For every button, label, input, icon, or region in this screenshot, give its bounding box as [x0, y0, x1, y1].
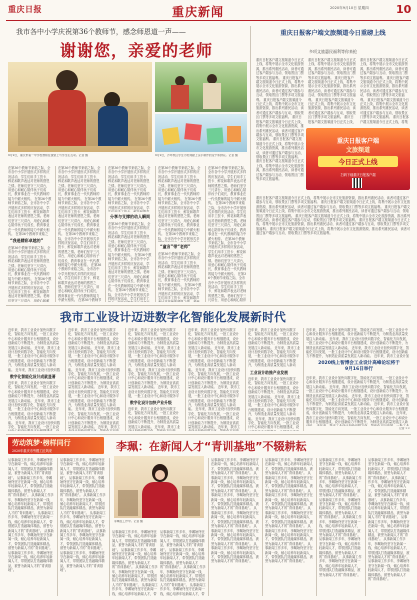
top-story-body-col2: 在第36个教师节来临之际，全市各中小学开展形式多样的庆祝活动，学生们用手工贺卡、鲜花和歌声表达对老师的感恩之情。老师们坚守三尺讲台，用爱心和耐心陪伴孩子们成长，教育事业在一代代教师的接力中薪火相传。 在第36个教师节来临之际，全市各中小学开展形式多样的庆祝活动，学生们用手工贺卡、鲜花和歌声表达对老师的感恩之情。老师们坚守三尺讲台，用爱心和耐心陪伴孩子们成长，教育事业在一代代教师的接力中薪火相传。 在第36个教师节来临之际，全市各中小学开展形式多样的庆祝活动，学生们用手工贺卡、鲜花和歌声表达对老师的感恩之情。老师们坚守三尺讲台，用爱心和耐心陪伴孩子们成长，教育事业在一代代教师的接力中薪火相传。 在第36个教师节来临之际，全市各中小学开展形式多样的庆祝活动，学生们用手工贺卡、鲜花和歌声表达对老师的感恩之情。老师们坚守三尺讲台，用爱心和耐心陪伴孩子们成长，教育事业在一代代教师的接力中薪火相传。 在第36个教师节 — [58, 166, 102, 302]
industry-body-col1b: 近年来，我市工业设计加快向数字化、智能化方向发展，一批工业设计中心和设计服务平台相继建成，设计创新能力不断提升，为制造业高质量发展注入新动能。 近年来，我市工业设计加快向数字化、智能化方向发展，一批工业设计中心和设计服务平台相继建成，设计创新能力不断提升，为制造业高质量发展注入新动能。 近年来，我市工业设计加快向数字化、智能化方向发展，一批工业设 — [8, 381, 61, 430]
top-story-subhead-1: “我是精彩卓越的” — [10, 238, 44, 243]
li-pei-photo — [114, 456, 204, 518]
industry-subhead-1: 数字化智能化设计成就显著 — [10, 374, 56, 379]
industry-body-col6: 近年来，我市工业设计加快向数字化、智能化方向发展，一批工业设计中心和设计服务平台相继建成，设计创新能力不断提升，为制造业高质量发展注入新动能。 近年来，我市工业设计加快向数字化、智能化方向发展，一批工业设计中心和设计服务平台相继建成，设计创新能力不断提升，为制造业高质量发展注入新动能。 近年来，我市工业设计加快向数字化、智能化方向发展，一批工业设计中心和设计服务平台相继建成，设计创新能力不断提升，为制造业高质量发展注入新动能。 近年来，我市工业设计加 — [306, 328, 410, 358]
bottom-body-col5: 从事新闻工作多年，李珮始终坚守在新闻一线，倾心培养年轻新闻人才，带领团队打造融媒体精品，被誉为新闻人才的“青训基地”。 从事新闻工作多年，李珮始终坚守在新闻一线，倾心培养年轻新闻人才，带领团队打造融媒体精品，被誉为新闻人才的“青训基地”。 从事新闻工作多年，李珮始终坚守在新闻一线，倾心培养年轻新闻人才，带领团队打造融媒体精品，被誉为新闻人才的“青训基地”。 从事新闻工作多年，李珮始终坚守在新闻一线，倾心培养年轻新闻人才，带领团队打造融媒体精品，被誉为新闻人才的“青训基地”。 从事新闻工作多年，李珮始终坚守在新闻一线，倾心培养年轻新闻人才，带领团队打造融媒体精品，被誉为新闻人才的“青训基地”。 从事新闻工作多年，李珮始终坚守在新闻一线，倾心培养年轻新闻人才，带领团队打造融媒体精品，被誉为新闻人才的“青训基地”。 — [265, 458, 313, 564]
column-separator — [316, 458, 317, 596]
top-story-kicker: 我市各中小学庆祝第36个教师节，感念师恩道一声—— — [16, 28, 186, 36]
side-column-body-3: 重庆日报客户端文旅频道今日正式上线，将集中展示全市文化旅游资源，推出系列惠民活动，读者可通过客户端参与互动，领取景区门票等多项文旅福利。 重庆日报客户端文旅频道今日正式上线，将集中展示全市文化旅游资源，推出系列惠民活动，读者可通过客户端参与互动，领取景区门票等多项文旅福利。 重庆日报客户端文旅频道今日正式上线，将集中展示全市文化旅游资源，推出系列惠民活动，读者可通过客户端参与互动，领取景区门票等多项文旅福利。 重庆日报客户端文旅频道今日正式上线，将集 — [360, 58, 409, 124]
paper-logo: 重庆日报 — [8, 4, 42, 14]
top-story-headline: 谢谢您，亲爱的老师 — [60, 41, 214, 60]
industry-body-col5: 近年来，我市工业设计加快向数字化、智能化方向发展，一批工业设计中心和设计服务平台相继建成，设计创新能力不断提升，为制造业高质量发展注入新动能。 近年来，我市工业设计加快向数字化、智能化方向发展，一批工业设计中心和设计服务平台相继建成，设计创新能力不断提升，为制造业高质量发展注入新动 — [248, 328, 300, 368]
photo-caption-right: 9月9日，沙坪坝区学生为老师献上亲手制作的贺卡和鲜花。记者 摄 — [155, 154, 238, 157]
column-separator — [303, 328, 304, 431]
section-divider — [6, 305, 411, 306]
column-separator — [365, 458, 366, 596]
top-story-body-col1b: 在第36个教师节来临之际，全市各中小学开展形式多样的庆祝活动，学生们用手工贺卡、鲜花和歌声表达对老师的感恩之情。老师们坚守三尺讲台，用爱心和耐心陪伴孩子们成长，教育事业在一代代教师的接力中薪火相传。 在第36个教师节来临之际，全市各中小学开展形式多样的庆祝活动，学生们用手工贺卡、鲜花和歌声表达对老师的感恩之情。老师们坚守三尺讲台，用爱心和耐 — [8, 246, 52, 302]
bottom-story-headline: 李珮：在新闻人才“青训基地”不辍耕耘 — [116, 440, 307, 453]
column-separator — [109, 458, 110, 596]
bottom-body-col7: 从事新闻工作多年，李珮始终坚守在新闻一线，倾心培养年轻新闻人才，带领团队打造融媒体精品，被誉为新闻人才的“青训基地”。 从事新闻工作多年，李珮始终坚守在新闻一线，倾心培养年轻新闻人才，带领团队打造融媒体精品，被誉为新闻人才的“青训基地”。 从事新闻工作多年，李珮始终坚守在新闻一线，倾心培养年轻新闻人才，带领团队打造融媒体精品，被誉为新闻人才的“青训基地”。 从事新闻工作多年，李珮始终坚守在新闻一线，倾心培养年轻新闻人才，带领团队打造融媒体精品，被誉为新闻人才的“青训基地”。 从事新闻工作多年，李珮始终坚守在新闻一线，倾心培养年轻新闻人才，带领团队打造融媒体精品，被誉为新闻人才的“青训基地”。 从事新闻工作多年，李珮始终坚守在新闻一线，倾心培养年轻新闻人才，带领团队打造融媒体精品，被誉为新闻人才的“青训基地”。 — [368, 458, 410, 581]
side-column-separator — [250, 26, 251, 302]
column-separator — [185, 328, 186, 431]
top-story-subhead-2: 分享与支撑的动人瞬间 — [110, 214, 150, 219]
qr-code-icon — [352, 178, 362, 188]
students-outdoor-photo — [155, 62, 247, 112]
industry-body-col3b: 近年来，我市工业设计加快向数字化、智能化方向发展，一批工业设计中心和设计服务平台相继建成，设计创新能力不断提升，为制造业高质量发展注入新动能。 近年来，我市工业 — [128, 407, 181, 429]
industry-subhead-3: 工业设计助推产业发展 — [250, 370, 288, 375]
masthead-rule — [6, 20, 411, 21]
labor-model-banner — [8, 437, 104, 454]
ad-line-1: 重庆日报客户端 — [336, 138, 379, 145]
ad-line-3: 今日正式上线 — [318, 156, 398, 167]
section-divider — [6, 434, 411, 435]
column-separator — [155, 166, 156, 302]
top-story-body-col4b: 在第36个教师节来临之际，全市各中小学开展形式多样的庆祝活动，学生们用手工贺卡、鲜花和歌声表达对老师的感恩之情。老师们坚守三尺讲台，用爱心和耐心陪伴孩子们成长，教育事业在一代代教师的接力中薪火相传。 在第36个教师节来临之际，全市各中小学开展形式多样的庆祝活动，学生们用手工贺卡、鲜花和歌声 — [158, 252, 202, 301]
bottom-body-col6: 从事新闻工作多年，李珮始终坚守在新闻一线，倾心培养年轻新闻人才，带领团队打造融媒体精品，被誉为新闻人才的“青训基地”。 从事新闻工作多年，李珮始终坚守在新闻一线，倾心培养年轻新闻人才，带领团队打造融媒体精品，被誉为新闻人才的“青训基地”。 从事新闻工作多年，李珮始终坚守在新闻一线，倾心培养年轻新闻人才，带领团队打造融媒体精品，被誉为新闻人才的“青训基地”。 从事新闻工作多年，李珮始终坚守在新闻一线，倾心培养年轻新闻人才，带领团队打造融媒体精品，被誉为新闻人才的“青训基地”。 从事新闻工作多年，李珮始终坚守在新闻一线，倾心培养年轻新闻人才，带领团队打造融媒体精品，被誉为新闻人才的“青训基地”。 从事新闻工作多年，李珮始终坚守在新闻一线，倾心培养年轻新闻人才，带领团队打造融媒体精品，被誉为新闻人才的“青训基地”。 — [319, 458, 362, 577]
top-story-body-col4: 在第36个教师节来临之际，全市各中小学开展形式多样的庆祝活动，学生们用手工贺卡、鲜花和歌声表达对老师的感恩之情。老师们坚守三尺讲台，用爱心和耐心陪伴孩子们成长，教育事业在一代代教师的接力中薪火相传。 在第36个教师节来临之际，全市各中小学开展形式多样的庆祝活动，学生们用手工贺卡、鲜花和歌声表达对老师的感恩之情。老师们坚守三尺讲台，用爱心和耐心陪伴孩子们成长，教育事业在一代代教师的接力中薪火相传。 在第36个教师节来临之际，全市各中小学开展形式多 — [158, 166, 202, 241]
industry-headline: 我市工业设计迈进数字化智能化发展新时代 — [60, 310, 286, 324]
industry-body-col4: 近年来，我市工业设计加快向数字化、智能化方向发展，一批工业设计中心和设计服务平台相继建成，设计创新能力不断提升，为制造业高质量发展注入新动能。 近年来，我市工业设计加快向数字化、智能化方向发展，一批工业设计中心和设计服务平台相继建成，设计创新能力不断提升，为制造业高质量发展注入新动能。 近年来，我市工业设计加快向数字化、智能化方向发展，一批工业设计中心和设计服务平台相继建成，设计创新能力不断提升，为制造业高质量发展注入新动能。 近年来，我市工业设计加快向数字化、智能化方向发展，一批工业设计中心和设计服务平台相继建成，设计创新能力不断提升，为制造业高质量发展注入新动能。 近年来，我市工业设计加快向数字化、智能化方向发展，一批工业设计中心和设计服务平台相继建成，设计创新能力不断提升，为制造业高质量发展注入新动能。 近年来，我市工 — [188, 328, 241, 429]
side-column-body-1: 重庆日报客户端文旅频道今日正式上线，将集中展示全市文化旅游资源，推出系列惠民活动，读者可通过客户端参与互动，领取景区门票等多项文旅福利。 重庆日报客户端文旅频道今日正式上线，将集中展示全市文化旅游资源，推出系列惠民活动，读者可通过客户端参与互动，领取景区门票等多项文旅福利。 重庆日报客户端文旅频道今日正式上线，将集中展示全市文化旅游资源，推出系列惠民活动，读者可通过客户端参与互动，领取景区门票等多项文旅福利。 重庆日报客户端文旅频道今日正式上线，将集中展示全市文化旅游资源，推出系列惠民活动，读者可通过客户端参与互动，领取景区门票等多项文旅福利。 重庆日报客户端文旅频道今日正式上线，将集中展示全市文化旅游资源，推出系列惠民活动，读者可通过客户端参与互动，领取景区门票等多项文旅福利。 重庆日报客户端文旅频道今日正式上线，将集中展示全市文化旅游资源，推出系列惠民活动，读者可通过客户端参与互动，领取景区门票等多项文旅福利。 — [256, 58, 304, 181]
top-story-body-col3b: 在第36个教师节来临之际，全市各中小学开展形式多样的庆祝活动，学生们用手工贺卡、鲜花和歌声表达对老师的感恩之情。老师们坚守三尺讲台，用爱心和耐心陪伴孩子们成长，教育事业在一代代教师的接力中薪火相传。 在第36个教师节来临之际，全市各中小学开展形式多样的庆祝活动，学生们用手工贺卡、鲜花和歌声表达对老师的感恩之情。老师们坚守三尺讲台，用爱心和耐心陪伴孩子们成长，教育事业在一代代教师的接力中薪火相传。 在第36个教师节来临之际，全市各中小学开展形式多样的庆祝活动，学生们用手工 — [108, 222, 152, 301]
li-pei-photo-caption: 李珮在工作中。记者 摄 — [114, 520, 143, 523]
students-cards-photo — [155, 114, 247, 152]
ad-line-2: 文旅频道 — [345, 147, 370, 154]
column-separator — [208, 458, 209, 596]
industry-subhead-2: 数字化设计加快产业升级 — [130, 400, 172, 405]
section-title: 重庆新闻 — [172, 5, 225, 19]
side-column-body-4: 重庆日报客户端文旅频道今日正式上线，将集中展示全市文化旅游资源，推出系列惠民活动，读者可通过客户端参与互动，领取景区门票等多项文旅福利。 重庆日报客户端文旅频道今日正式上线，将集中展示全市文化旅游资源，推出系列惠民活动，读者可通过客户端参与互动，领取景区门票等多项文旅福利。 重庆日报客户端文旅频道今日正式上线，将集中展示全市文化旅游资源，推出系列惠民活动，读者可通过客户端参与互动，领取景区门票等多项文旅福利。 重庆日报客户端文旅频道今日正式上线，将集中展示全市文化旅游资源，推出系列惠民活动，读者可通过客户端参与互动，领取景区门票等多项文旅福利。 重庆日报客户端文旅频道今日正式上线，将集中展示全市文化旅游资源，推出系列惠民活动，读者可通过客户端参与互动，领取景区门票等多项文旅福利。 重庆日报客户端文旅频道今日正式上线，将集中展示全市文化旅游资源，推出系列惠民活动，读者可通过客户端参与互动，领取景区门票等多项文旅福利。 — [256, 196, 410, 236]
ad-line-4: 扫码下载重庆日报客户端 — [340, 173, 376, 177]
page-number: 10 — [396, 3, 412, 16]
column-separator — [125, 328, 126, 431]
date-line: 2020年9月10日 星期四 — [330, 6, 369, 10]
industry-body-col3: 近年来，我市工业设计加快向数字化、智能化方向发展，一批工业设计中心和设计服务平台相继建成，设计创新能力不断提升，为制造业高质量发展注入新动能。 近年来，我市工业设计加快向数字化、智能化方向发展，一批工业设计中心和设计服务平台相继建成，设计创新能力不断提升，为制造业高质量发展注入新动能。 近年来，我市工业设计加快向数字化、智能化方向发展，一批工业设计中心和设计服务平台相继建成，设计创新能力不断提升，为制造业高质量发展注入新动能。 近年来，我市工业设计加快向数字化、智能化方向发展，一批工业设计中心和设计服务平 — [128, 328, 181, 398]
industry-body-col1: 近年来，我市工业设计加快向数字化、智能化方向发展，一批工业设计中心和设计服务平台相继建成，设计创新能力不断提升，为制造业高质量发展注入新动能。 近年来，我市工业设计加快向数字化、智能化方向发展，一批工业设计中心和设计服务平台相继建成，设计创新能力不断提升，为制造业高质量发展注入新动能。 近年来，我市工业设计加快向数 — [8, 328, 61, 372]
industry-author: 记者 ×× — [398, 427, 410, 430]
column-separator — [262, 458, 263, 596]
top-story-body-col5: 在第36个教师节来临之际，全市各中小学开展形式多样的庆祝活动，学生们用手工贺卡、鲜花和歌声表达对老师的感恩之情。老师们坚守三尺讲台，用爱心和耐心陪伴孩子们成长，教育事业在一代代教师的接力中薪火相传。 在第36个教师节来临之际，全市各中小学开展形式多样的庆祝活动，学生们用手工贺卡、鲜花和歌声表达对老师的感恩之情。老师们坚守三尺讲台，用爱心和耐心陪伴孩子们成长，教育事业在一代代教师的接力中薪火相传。 在第36个教师节来临之际，全市各中小学开展形式多样的庆祝活动，学生们用手工贺卡、鲜花和歌声表达对老师的感恩之情。老师们坚守三尺讲台，用爱心和耐心陪伴孩子们成长，教育事业在一代代教师的接力中薪火相传。 在第36个教师节来临之际，全市各中小学开展形式多样的庆祝活动，学生们用手工贺卡、鲜花和歌声表达对老师的感恩之情。老师们坚守三尺讲台，用爱心和耐心陪伴 — [208, 166, 248, 302]
column-separator — [205, 166, 206, 302]
bottom-body-col2: 从事新闻工作多年，李珮始终坚守在新闻一线，倾心培养年轻新闻人才，带领团队打造融媒体精品，被誉为新闻人才的“青训基地”。 从事新闻工作多年，李珮始终坚守在新闻一线，倾心培养年轻新闻人才，带领团队打造融媒体精品，被誉为新闻人才的“青训基地”。 从事新闻工作多年，李珮始终坚守在新闻一线，倾心培养年轻新闻人才，带领团队打造融媒体精品，被誉为新闻人才的“青训基地”。 从事新闻工作多年，李珮始终坚守在新闻一线，倾心培养年轻新闻人才，带领团队打造融媒体精品，被誉为新闻人才的“青训基地”。 从事新闻工作多年，李珮始终坚守在新闻一线，倾心培养年轻新闻人才，带领团队打造融媒体精品，被誉为新闻人才的“青训基地”。 从事新闻工作多年，李珮始终坚守在新闻一线，倾心培养年轻新闻人才，带领团队打造融媒体精品，被誉为新闻人才的“青训基地”。 — [60, 458, 106, 573]
column-separator — [105, 166, 106, 302]
bottom-body-col1: 从事新闻工作多年，李珮始终坚守在新闻一线，倾心培养年轻新闻人才，带领团队打造融媒体精品，被誉为新闻人才的“青训基地”。 从事新闻工作多年，李珮始终坚守在新闻一线，倾心培养年轻新闻人才，带领团队打造融媒体精品，被誉为新闻人才的“青训基地”。 从事新闻工作多年，李珮始终坚守在新闻一线，倾心培养年轻新闻人才，带领团队打造融媒体精品，被誉为新闻人才的“青训基地”。 从事新闻工作多年，李珮始终坚守在新闻一线，倾心培养年轻新闻人才，带领团队打造融媒体精品，被誉为新闻人才的“青训基地”。 从事新闻工作多年，李珮始终坚守在新闻一线，倾心培养年轻新闻人才，带领团队打造融媒体精品，被誉为新闻人才的“青训基地”。 从事新闻工作多年，李珮始终坚守在新闻一线，倾心培养年轻新闻人才，带领团队打造融媒体精品，被誉为新闻人才的“青训基地”。 — [8, 458, 54, 573]
forum-brief-title: 2020线上智博会工业设计高峰论坛将于9月16日举行 — [318, 361, 400, 373]
industry-body-col5b: 近年来，我市工业设计加快向数字化、智能化方向发展，一批工业设计中心和设计服务平台相继建成，设计创新能力不断提升，为制造业高质量发展注入新动能。 近年来，我市工业设计加快向数字化、智能化方向发展，一批工业设计中心和设计服务平台相继建成，设计创新能力不断提升，为制造业高质量发展注入新动能。 近年来，我市工业设计加快向数字化、智能化方向发展，一批工业设计中心和设计服务平台相继建成，设 — [248, 377, 300, 430]
side-column-body-2: 重庆日报客户端文旅频道今日正式上线，将集中展示全市文化旅游资源，推出系列惠民活动，读者可通过客户端参与互动，领取景区门票等多项文旅福利。 重庆日报客户端文旅频道今日正式上线，将集中展示全市文化旅游资源，推出系列惠民活动，读者可通过客户端参与互动，领取景区门票等多项文旅福利。 重庆日报客户端文旅频道今日正式上线，将集中展示全市文化旅游资源，推出系列惠民活动，读者可通过客户端参与互动，领取景区门票等多项文旅福利。 重庆日报客户端文旅频道今日正式上线， — [308, 58, 356, 124]
teacher-classroom-photo — [8, 62, 152, 152]
side-column-title: 重庆日报客户端文旅频道今日重磅上线 — [280, 30, 386, 37]
labor-banner-subtitle: 2020年重庆市劳模工匠风采 — [12, 449, 52, 453]
bottom-body-col3: 从事新闻工作多年，李珮始终坚守在新闻一线，倾心培养年轻新闻人才，带领团队打造融媒体精品，被誉为新闻人才的“青训基地”。 从事新闻工作多年，李珮始终坚守在新闻一线，倾心培养年轻新闻人才，带领团队打造融媒体精品，被誉为新闻人才的“青训基地”。 从事新闻工作多年，李珮始终坚守在新闻一线，倾心培养年轻新闻人才，带领团队打造融媒体精品，被誉为新闻人才的“青训基地”。 从事新闻工作多年，李珮始终坚守在新闻一线，倾心培养年轻新闻人才，带 — [112, 530, 158, 596]
top-story-body-col1: 在第36个教师节来临之际，全市各中小学开展形式多样的庆祝活动，学生们用手工贺卡、鲜花和歌声表达对老师的感恩之情。老师们坚守三尺讲台，用爱心和耐心陪伴孩子们成长，教育事业在一代代教师的接力中薪火相传。 在第36个教师节来临之际，全市各中小学开展形式多样的庆祝活动，学生们用手工贺卡、鲜花和歌声表达对老师的感恩之情。老师们坚守三尺讲台，用爱心和耐心陪伴孩子们成长，教育事业在一代代教师的接力中薪火相传。 在第36个教师节来临之 — [8, 166, 52, 236]
photo-caption-left: 9月9日，重庆市第一中学校教师在课堂上与学生们互动。记者 摄 — [8, 154, 88, 157]
top-story-body-col3: 在第36个教师节来临之际，全市各中小学开展形式多样的庆祝活动，学生们用手工贺卡、鲜花和歌声表达对老师的感恩之情。老师们坚守三尺讲台，用爱心和耐心陪伴孩子们成长，教育事业在一代代教师的接力中薪火相传。 在第36个教师节来临之际，全市各中小学开展形式多样的庆祝活动，学 — [108, 166, 152, 210]
masthead — [0, 0, 417, 22]
labor-banner-title: 劳动筑梦·榜样同行 — [12, 439, 71, 447]
industry-body-col2: 近年来，我市工业设计加快向数字化、智能化方向发展，一批工业设计中心和设计服务平台相继建成，设计创新能力不断提升，为制造业高质量发展注入新动能。 近年来，我市工业设计加快向数字化、智能化方向发展，一批工业设计中心和设计服务平台相继建成，设计创新能力不断提升，为制造业高质量发展注入新动能。 近年来，我市工业设计加快向数字化、智能化方向发展，一批工业设计中心和设计服务平台相继建成，设计创新能力不断提升，为制造业高质量发展注入新动能。 近年来，我市工业设计加快向数字化、智能化方向发展，一批工业设计中心和设计服务平台相继建成，设计创新能力不断提升，为制造业高质量发展注入新动能。 近年来，我市工业设计加快向数字化、智能化方向发展，一批工业设计中心和设计服务平台相继建成，设计创新能力不断提升，为制造业高质量发展注入新动能。 近年来，我市工 — [68, 328, 121, 429]
column-separator — [65, 328, 66, 431]
bottom-body-col4: 从事新闻工作多年，李珮始终坚守在新闻一线，倾心培养年轻新闻人才，带领团队打造融媒体精品，被誉为新闻人才的“青训基地”。 从事新闻工作多年，李珮始终坚守在新闻一线，倾心培养年轻新闻人才，带领团队打造融媒体精品，被誉为新闻人才的“青训基地”。 从事新闻工作多年，李珮始终坚守在新闻一线，倾心培养年轻新闻人才，带领团队打造融媒体精品，被誉为新闻人才的“青训基地”。 从事新闻工作多年，李珮始终坚守在新闻一线，倾心培养年轻新闻人才，带领团队打造融媒体精品，被誉为新闻人才的“青训基地”。 从事新闻工作多年，李珮始终坚守在新闻一线，倾心培养年轻新闻人才，带领团队打造融媒体精品，被誉为新闻人才的“青训基地”。 从事新闻工作多年，李珮始终坚守在新闻一线，倾心培养年轻新闻人才，带领团队打造融媒体精品，被誉为新闻人才的“青训基地”。 — [211, 458, 259, 564]
app-launch-ad[interactable] — [306, 128, 410, 190]
column-separator — [245, 328, 246, 431]
top-story-subhead-3: “童言”带“老师” — [160, 244, 191, 249]
bottom-body-col3b: 从事新闻工作多年，李珮始终坚守在新闻一线，倾心培养年轻新闻人才，带领团队打造融媒体精品，被誉为新闻人才的“青训基地”。 从事新闻工作多年，李珮始终坚守在新闻一线，倾心培养年轻新闻人才，带领团队打造融媒体精品，被誉为新闻人才的“青训基地”。 从事新闻工作多年，李珮始终坚守在新闻一线，倾心培养年轻新闻人才，带领团队打造融媒体精品，被誉为新闻人才的“青训基地”。 从事新闻工作多年，李珮始终坚守在新闻一线，倾心培养年轻新闻人才，带 — [160, 530, 206, 596]
column-separator — [57, 458, 58, 596]
side-column-subtitle: 多项文旅惠民福利等你来抢 — [309, 49, 357, 54]
column-separator — [55, 166, 56, 302]
forum-brief-body: 近年来，我市工业设计加快向数字化、智能化方向发展，一批工业设计中心和设计服务平台相继建成，设计创新能力不断提升，为制造业高质量发展注入新动能。 近年来，我市工业设计加快向数字化、智能化方向发展，一批工业设计中心和设计服务平台相继建成，设计创新能力不断提升，为制造业高质量发展注入新动能。 近年来，我市工业设计加快向数字化、智能化方向发展，一批工业设计中心和设计服务平台相继建成，设计创新能力不断提升，为制造业高质量发展注入新动能。 近年来，我市工业设计加快向数字化、智能化方向发展，一批工业设计中心和设计服务平台相继建成，设计创新能力不断提升，为制造业高质量发展注入新动能。 近年来，我市工业设计加快向数字化、智能化方向发展，一批工业设计中心和设计服务平台相继建成，设计创新能力不断提升，为制造业高质量发展注入新 — [306, 376, 410, 425]
